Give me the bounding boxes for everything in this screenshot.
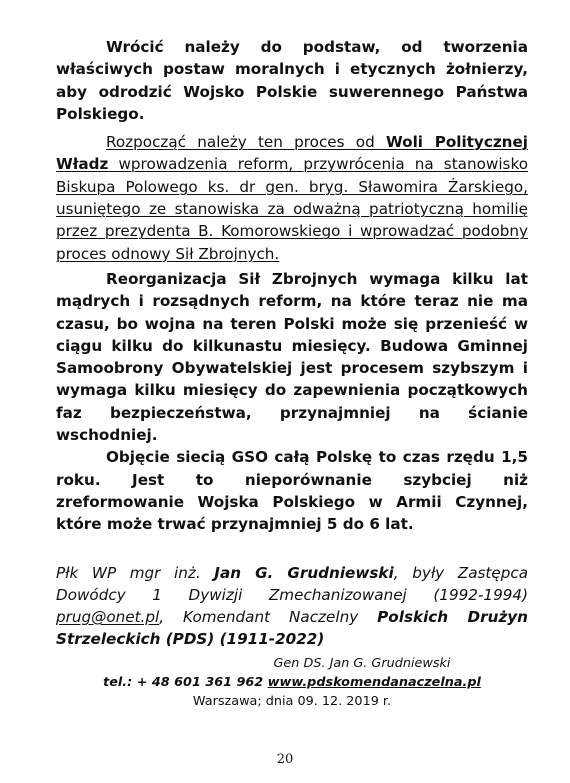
signature-name: Jan G. Grudniewski (214, 563, 394, 582)
phone-number: tel.: + 48 601 361 962 (103, 674, 264, 690)
page-number: 20 (276, 752, 294, 767)
paragraph-4: Objęcie siecią GSO całą Polskę to czas rzędu 1,5 roku. Jest to nieporównanie szybciej niż zreformowanie Wojska Polskiego w Armii Czynnej, które może trwać przynajmniej 5 do 6 lat. (56, 448, 528, 534)
paragraph-2 (56, 131, 528, 265)
paragraph-2-start: Rozpocząć należy ten proces od (106, 133, 386, 152)
signature-general: Gen DS. Jan G. Grudniewski (273, 655, 451, 671)
signature-role: , były Zastępca Dowódcy 1 Dywizji Zmechanizowanej (1992-1994) (56, 563, 529, 604)
document-page (56, 36, 528, 711)
signature-block (56, 562, 528, 651)
paragraph-1: Wrócić należy do podstaw, od tworzenia właściwych postaw moralnych i etycznych żołnierzy, aby odrodzić Wojsko Polskie suwerennego Państwa Polskiego. (56, 38, 528, 123)
paragraph-3: Reorganizacja Sił Zbrojnych wymaga kilku lat mądrych i rozsądnych reform, na które teraz nie ma czasu, bo wojna na teren Polski może się przenieść w ciągu kilku do kilkunastu miesięcy. Budowa Gminnej Samoobrony Obywatelskiej jest procesem szybszym i wymaga kilku miesięcy do zapewnienia początkowych faz bezpieczeństwa, przynajmniej na ścianie wschodniej. (56, 269, 528, 445)
signature-organization: Polskich Drużyn Strzeleckich (PDS) (1911-2022) (56, 608, 528, 649)
contact-line (56, 673, 528, 692)
signature-prefix: Płk WP mgr inż. (56, 563, 215, 582)
signature-role-2: , Komendant Naczelny (159, 608, 378, 627)
email-link[interactable]: prug@onet.pl (56, 608, 160, 627)
paragraph-2-emphasis: Woli Politycznej Władz (56, 133, 528, 174)
paragraph-2-rest: wprowadzenia reform, przywrócenia na stanowisko Biskupa Polowego ks. dr gen. bryg. Sławomira Żarskiego, usuniętego ze stanowiska za odważną patriotyczną homilię przez prezydenta B. Komorowskiego i wprowadzać podobny proces odnowy Sił Zbrojnych. (56, 155, 528, 263)
website-link[interactable]: www.pdskomendanaczelna.pl (267, 674, 481, 690)
city-date: Warszawa; dnia 09. 12. 2019 r. (192, 693, 392, 709)
